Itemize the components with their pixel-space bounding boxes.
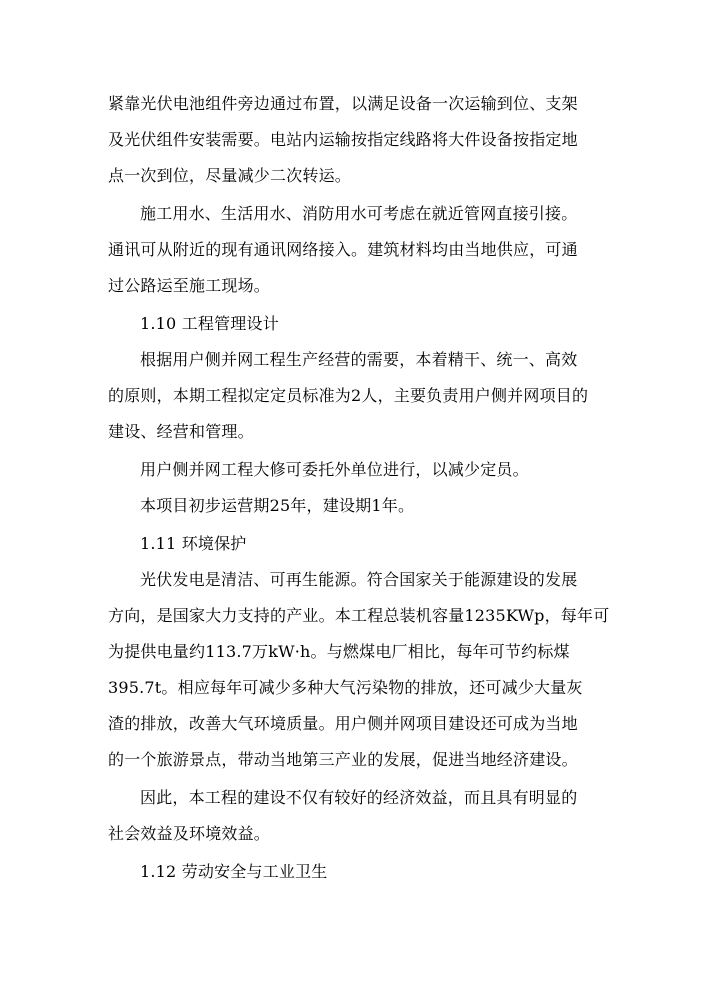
- paragraph-line: 建设、经营和管理。: [108, 422, 254, 441]
- paragraph-line: 渣的排放，改善大气环境质量。用户侧并网项目建设还可成为当地: [108, 714, 578, 733]
- paragraph-line: 本项目初步运营期25年，建设期1年。: [140, 496, 415, 515]
- paragraph-line: 施工用水、生活用水、消防用水可考虑在就近管网直接引接。: [140, 204, 578, 223]
- paragraph-line: 因此，本工程的建设不仅有较好的经济效益，而且具有明显的: [140, 788, 578, 807]
- paragraph-line: 方向，是国家大力支持的产业。本工程总装机容量1235KWp，每年可: [108, 606, 610, 625]
- paragraph-line: 根据用户侧并网工程生产经营的需要，本着精干、统一、高效: [140, 350, 578, 369]
- paragraph-line: 为提供电量约113.7万kW·h。与燃煤电厂相比，每年可节约标煤: [108, 642, 570, 661]
- paragraph-line: 光伏发电是清洁、可再生能源。符合国家关于能源建设的发展: [140, 570, 578, 589]
- paragraph-line: 用户侧并网工程大修可委托外单位进行，以减少定员。: [140, 460, 529, 479]
- paragraph-line: 社会效益及环境效益。: [108, 824, 271, 843]
- paragraph-line: 及光伏组件安装需要。电站内运输按指定线路将大件设备按指定地: [108, 130, 578, 149]
- paragraph-line: 395.7t。相应每年可减少多种大气污染物的排放，还可减少大量灰: [108, 678, 583, 697]
- paragraph-line: 点一次到位，尽量减少二次转运。: [108, 166, 352, 185]
- paragraph-line: 紧靠光伏电池组件旁边通过布置，以满足设备一次运输到位、支架: [108, 94, 578, 113]
- section-heading: 1.10 工程管理设计: [140, 314, 279, 333]
- section-heading: 1.11 环境保护: [140, 534, 247, 553]
- paragraph-line: 过公路运至施工现场。: [108, 276, 271, 295]
- paragraph-line: 通讯可从附近的现有通讯网络接入。建筑材料均由当地供应，可通: [108, 240, 578, 259]
- paragraph-line: 的原则，本期工程拟定定员标准为2人，主要负责用户侧并网项目的: [108, 386, 589, 405]
- section-heading: 1.12 劳动安全与工业卫生: [140, 862, 328, 881]
- paragraph-line: 的一个旅游景点，带动当地第三产业的发展，促进当地经济建设。: [108, 750, 578, 769]
